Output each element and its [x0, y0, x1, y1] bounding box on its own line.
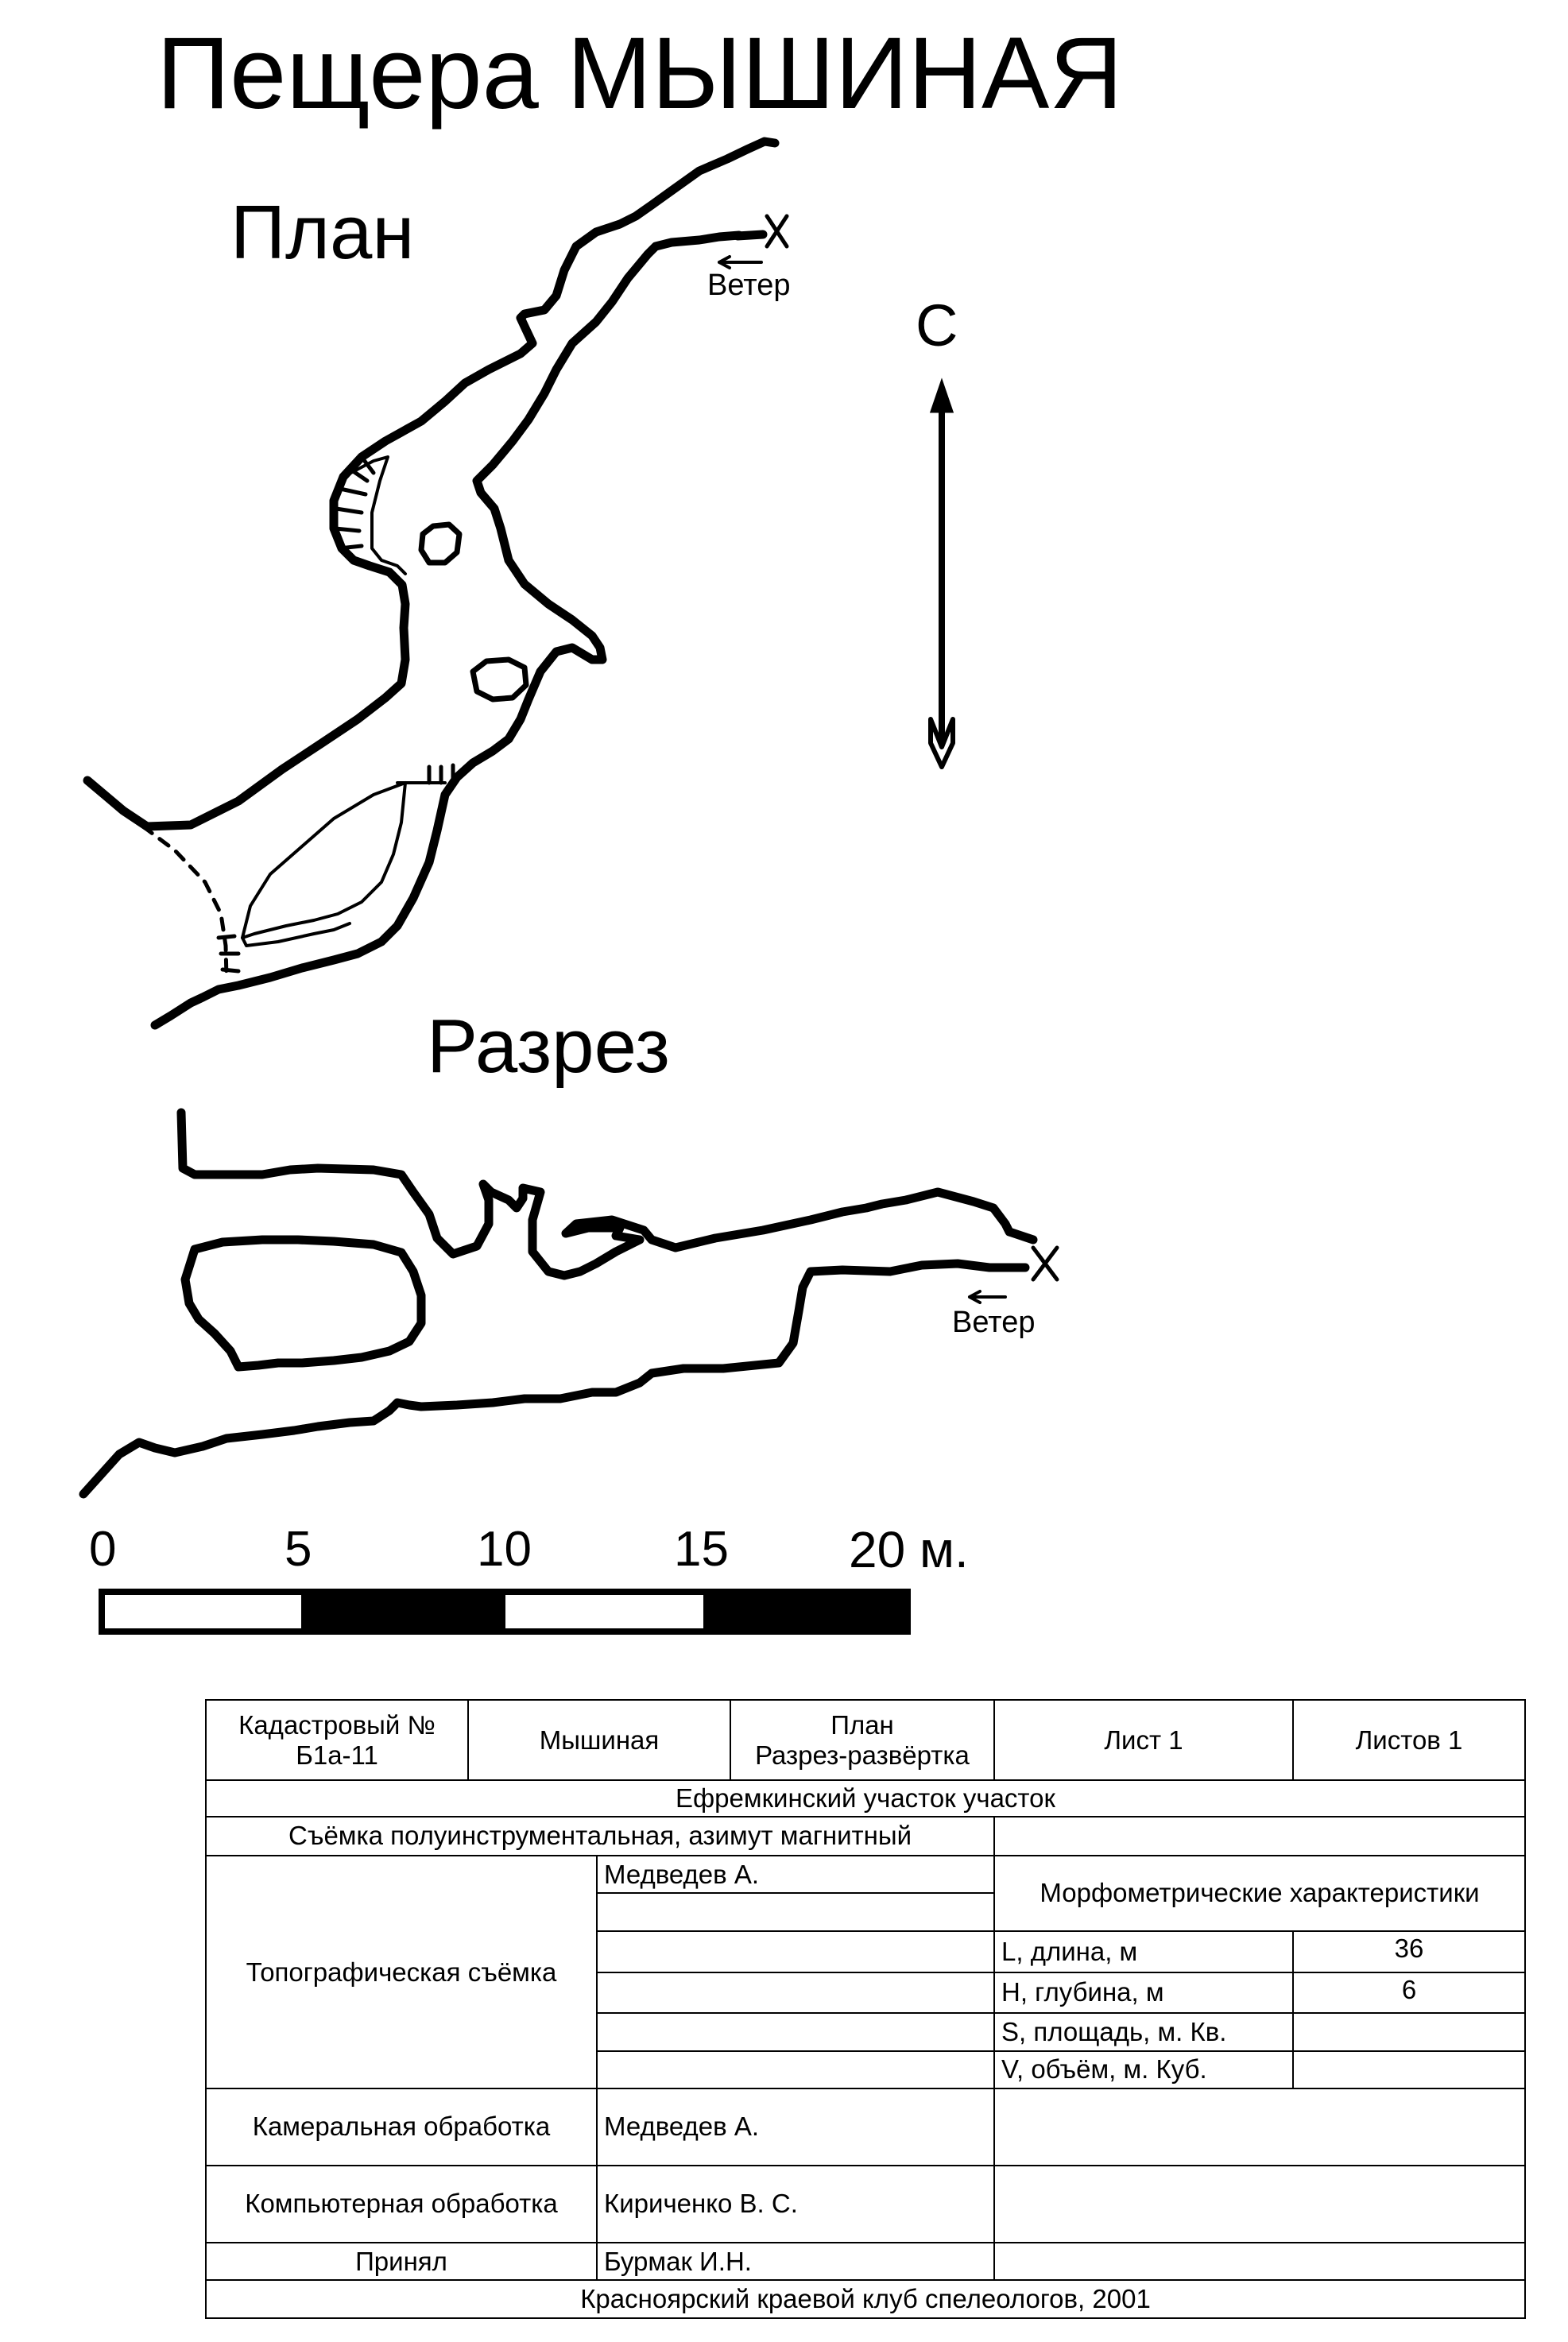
plan-entrance-dashes: [143, 826, 226, 977]
plan-wind-label: Ветер: [707, 269, 791, 302]
depth-label-cell: H, глубина, м: [994, 1972, 1293, 2014]
accepted-empty-cell: [994, 2243, 1525, 2280]
length-label-cell: L, длина, м: [994, 1931, 1293, 1972]
surface-value-cell: [1293, 2013, 1525, 2050]
accepted-person-cell: Бурмак И.Н.: [597, 2243, 994, 2280]
topo-empty-cell: [597, 1931, 994, 1972]
office-person-cell: Медведев А.: [597, 2088, 994, 2166]
plan-wind-arrow: [719, 257, 761, 268]
scale-tick-label: 0: [89, 1522, 117, 1577]
plan-pillar-1: [421, 525, 459, 563]
plan-label: План: [230, 190, 415, 275]
section-ceiling: [181, 1113, 1033, 1276]
sheet-type-cell: План Разрез-развёртка: [730, 1700, 994, 1780]
computer-person-cell: Кириченко В. С.: [597, 2166, 994, 2243]
office-empty-cell: [994, 2088, 1525, 2166]
scale-tick-label: 15: [674, 1522, 729, 1577]
topo-label-cell: Топографическая съёмка: [206, 1856, 597, 2088]
north-arrowhead: [931, 381, 952, 412]
surface-label-cell: S, площадь, м. Кв.: [994, 2013, 1293, 2050]
scale-bar: [102, 1592, 908, 1632]
office-label-cell: Камеральная обработка: [206, 2088, 597, 2166]
scale-tick-label: 5: [285, 1522, 312, 1577]
topo-person-cell: Медведев А.: [597, 1856, 994, 1893]
volume-label-cell: V, объём, м. Куб.: [994, 2051, 1293, 2088]
topo-empty-cell: [597, 2013, 994, 2050]
section-floor: [83, 1264, 1025, 1494]
topo-empty-cell: [597, 1972, 994, 2014]
plan-pillar-2: [473, 660, 526, 699]
area-cell: Ефремкинский участок участок: [206, 1780, 1525, 1816]
plan-entrance-x: [767, 216, 787, 246]
plan-entrance-right: [738, 234, 763, 236]
page-title: Пещера МЫШИНАЯ: [157, 17, 1123, 130]
section-wind-arrow: [970, 1291, 1005, 1303]
cadastre-cell: Кадастровый № Б1а-11: [206, 1700, 468, 1780]
title-block: [205, 1699, 1526, 2319]
scale-tick-label: 10: [477, 1522, 532, 1577]
topo-empty-cell: [597, 2051, 994, 2088]
survey-empty-cell: [994, 1817, 1525, 1856]
section-label: Разрез: [427, 1004, 670, 1089]
scale-tick-label: 20 м.: [849, 1521, 969, 1578]
section-wind-label: Ветер: [952, 1306, 1036, 1339]
length-value-cell: 36: [1293, 1931, 1525, 1972]
depth-value-cell: 6: [1293, 1972, 1525, 2014]
section-entrance-x: [1033, 1248, 1057, 1279]
club-cell: Красноярский краевой клуб спелеологов, 2001: [206, 2280, 1525, 2318]
north-label: С: [916, 292, 958, 358]
volume-value-cell: [1293, 2051, 1525, 2088]
survey-cell: Съёмка полуинструментальная, азимут магнитный: [206, 1817, 994, 1856]
plan-inner-line: [242, 923, 350, 946]
section-boulder: [185, 1240, 421, 1367]
plan-inner-passage: [242, 783, 405, 938]
sheets-cell: Листов 1: [1293, 1700, 1525, 1780]
accepted-label-cell: Принял: [206, 2243, 597, 2280]
topo-empty-cell: [597, 1893, 994, 1930]
sheet-cell: Лист 1: [994, 1700, 1293, 1780]
cave-name-cell: Мышиная: [468, 1700, 730, 1780]
computer-empty-cell: [994, 2166, 1525, 2243]
morpho-title-cell: Морфометрические характеристики: [994, 1856, 1525, 1931]
computer-label-cell: Компьютерная обработка: [206, 2166, 597, 2243]
plan-right-wall: [155, 235, 739, 1025]
